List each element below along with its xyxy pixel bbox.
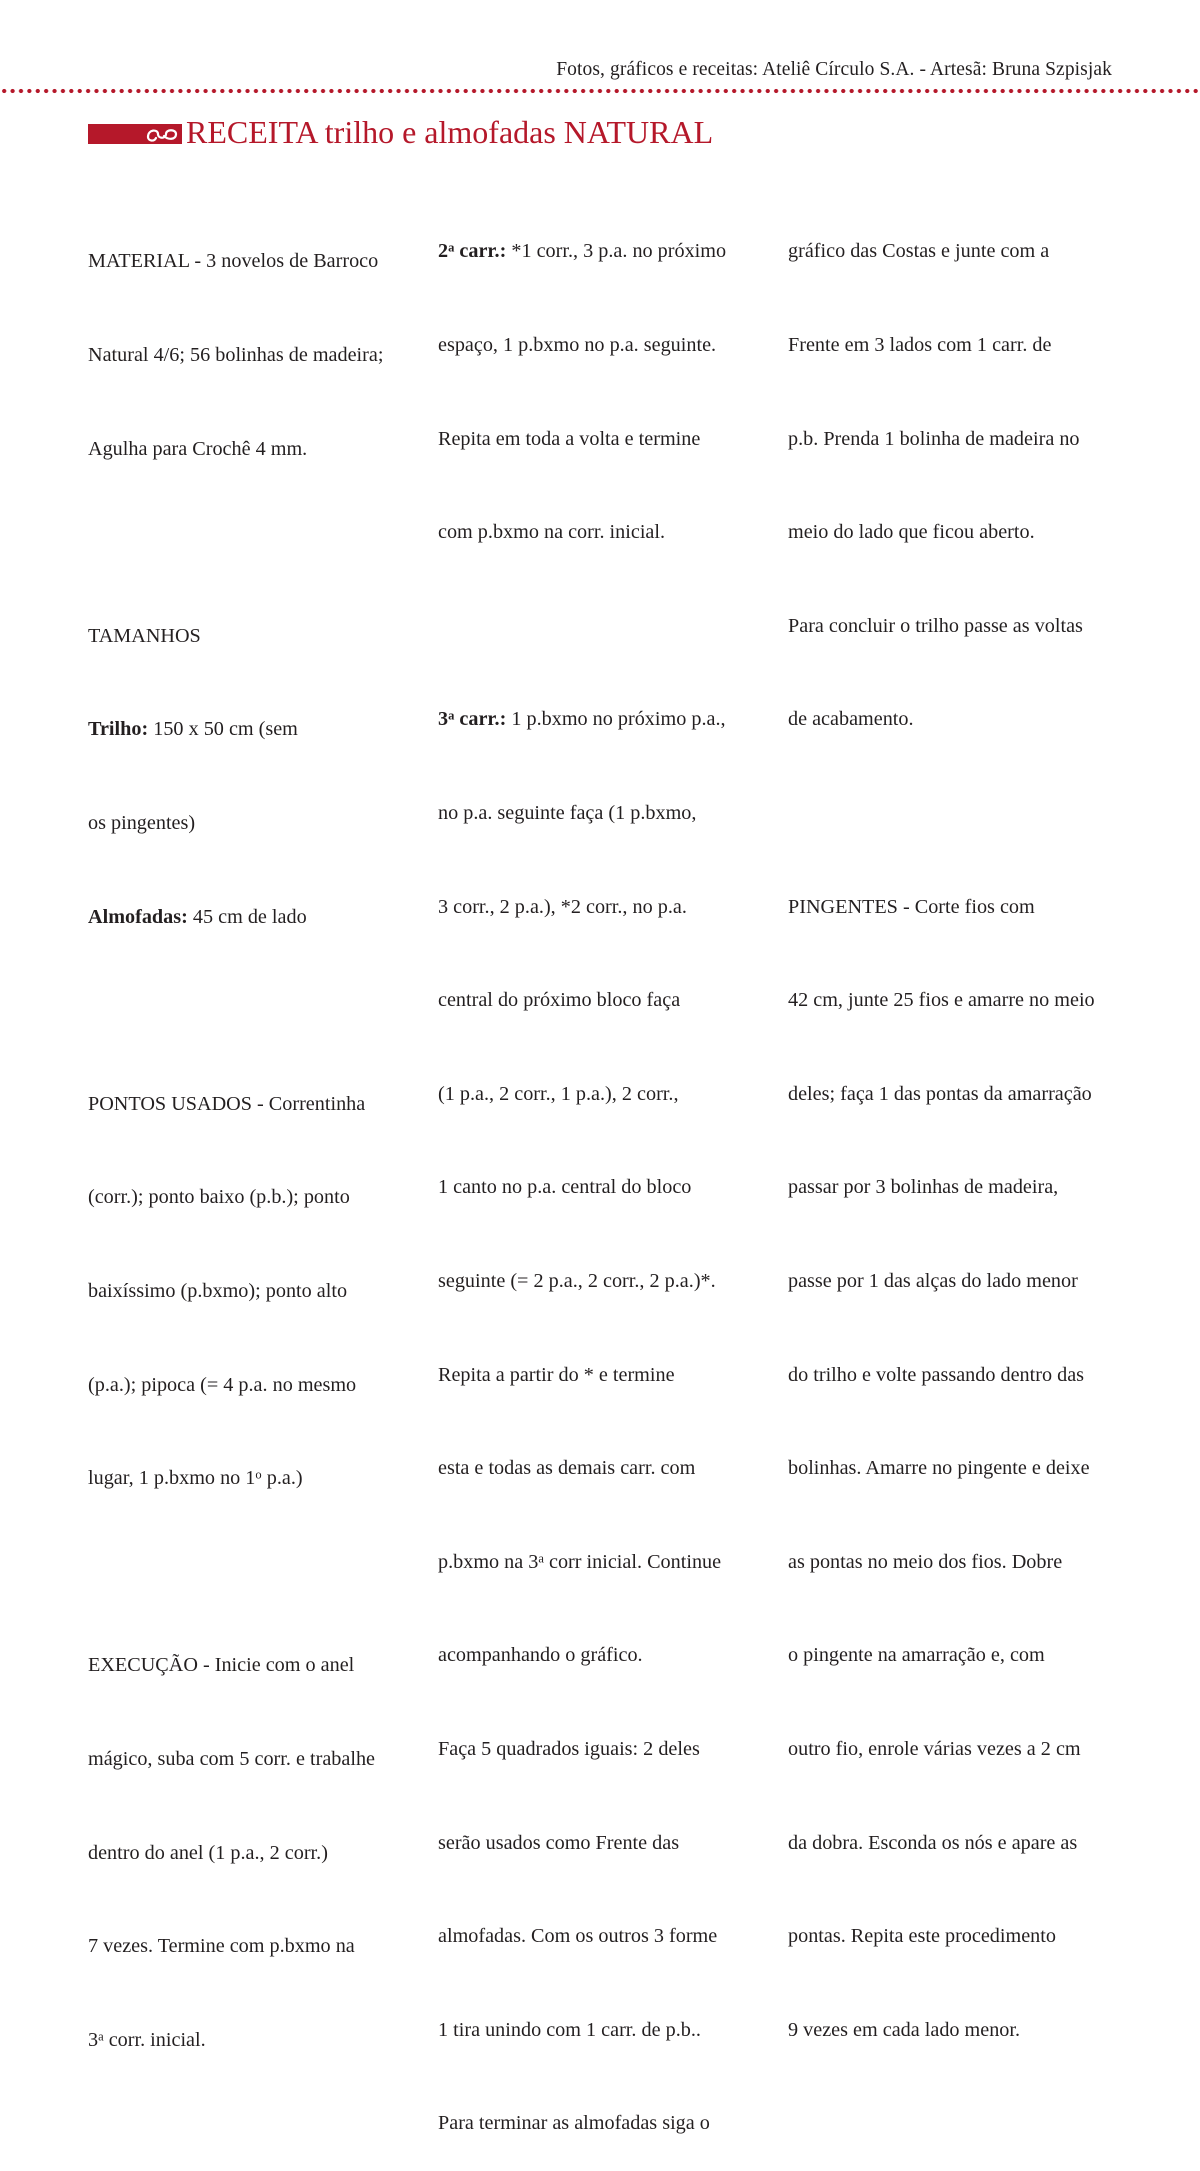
round-3-line: p.bxmo na 3$^a$ corr inicial. Continue: [438, 1550, 722, 1573]
round-3-line: seguinte (= 2 p.a., 2 corr., 2 p.a.)*.: [438, 1269, 716, 1292]
almofadas-label: Almofadas:: [88, 905, 188, 928]
execucao-line: 3$^a$ corr. inicial.: [88, 2028, 206, 2051]
round-3-line: acompanhando o gráfico.: [438, 1644, 643, 1667]
round-3-line: esta e todas as demais carr. com: [438, 1457, 696, 1480]
round-2-line: Repita em toda a volta e termine: [438, 427, 701, 450]
size-almofadas: [88, 902, 383, 933]
round-3-line: 3$^a$ carr.: 1 p.bxmo no próximo p.a.,: [438, 708, 726, 731]
execucao-line: dentro do anel (1 p.a., 2 corr.): [88, 1841, 328, 1864]
column-2: [438, 174, 726, 2171]
pingentes-line: outro fio, enrole várias vezes a 2 cm: [788, 1737, 1081, 1760]
finishing-line: p.b. Prenda 1 bolinha de madeira no: [788, 427, 1080, 450]
pingentes-line: 9 vezes em cada lado menor.: [788, 2018, 1021, 2041]
trilho-label: Trilho:: [88, 718, 149, 741]
pingentes-line: pontas. Repita este procedimento: [788, 1925, 1056, 1948]
execucao-line: mágico, suba com 5 corr. e trabalhe: [88, 1747, 376, 1770]
material-line: Natural 4/6; 56 bolinhas de madeira;: [88, 344, 384, 366]
pingentes-line: as pontas no meio dos fios. Dobre: [788, 1550, 1063, 1573]
material-line: Agulha para Crochê 4 mm.: [88, 437, 308, 460]
pontos-line: baixíssimo (p.bxmo); ponto alto: [88, 1279, 348, 1302]
execucao-line: EXECUÇÃO - Inicie com o anel: [88, 1654, 355, 1677]
material-line: MATERIAL - 3 novelos de Barroco: [88, 250, 379, 273]
round-3-line: no p.a. seguinte faça (1 p.bxmo,: [438, 801, 697, 824]
pingentes-line: PINGENTES - Corte fios com: [788, 895, 1035, 918]
size-trilho: [88, 714, 383, 745]
almofadas-value: 45 cm de lado: [187, 905, 307, 928]
round-2-line: com p.bxmo na corr. inicial.: [438, 521, 666, 544]
pontos-line: (corr.); ponto baixo (p.b.); ponto: [88, 1186, 350, 1209]
pontos-line: (p.a.); pipoca (= 4 p.a. no mesmo: [88, 1373, 357, 1396]
finishing-line: Para concluir o trilho passe as voltas: [788, 614, 1083, 637]
round-3-line: 3 corr., 2 p.a.), *2 corr., no p.a.: [438, 895, 687, 918]
page-credits: Fotos, gráficos e receitas: Ateliê Círculo S.A. - Artesã: Bruna Szpisjak: [556, 59, 1112, 80]
pingentes-line: deles; faça 1 das pontas da amarração: [788, 1082, 1092, 1105]
finishing-line: de acabamento.: [788, 708, 914, 731]
round-3-line: 1 tira unindo com 1 carr. de p.b..: [438, 2018, 701, 2041]
round-3-line: central do próximo bloco faça: [438, 989, 681, 1012]
page-title: RECEITA trilho e almofadas NATURAL: [186, 114, 714, 150]
pingentes-line: passar por 3 bolinhas de madeira,: [788, 1176, 1059, 1199]
round-3-line: 1 canto no p.a. central do bloco: [438, 1176, 692, 1199]
column-1: [88, 184, 383, 2087]
size-trilho-cont: os pingentes): [88, 811, 196, 834]
dotted-divider: [0, 88, 1200, 94]
round-3-line: almofadas. Com os outros 3 forme: [438, 1925, 718, 1948]
pingentes-line: do trilho e volte passando dentro das: [788, 1363, 1085, 1386]
pontos-line: PONTOS USADOS - Correntinha: [88, 1092, 366, 1115]
column-3: [788, 174, 1095, 2077]
finishing-line: meio do lado que ficou aberto.: [788, 521, 1035, 544]
pingentes-line: da dobra. Esconda os nós e apare as: [788, 1831, 1078, 1854]
execucao-line: 7 vezes. Termine com p.bxmo na: [88, 1935, 355, 1958]
ornament-icon: [142, 121, 182, 147]
finishing-line: gráfico das Costas e junte com a: [788, 240, 1050, 263]
round-3-line: Para terminar as almofadas siga o: [438, 2112, 710, 2135]
pingentes-line: o pingente na amarração e, com: [788, 1644, 1045, 1667]
pingentes-line: bolinhas. Amarre no pingente e deixe: [788, 1457, 1090, 1480]
pingentes-line: passe por 1 das alças do lado menor: [788, 1269, 1078, 1292]
trilho-value: 150 x 50 cm (sem: [148, 718, 298, 741]
round-3-line: serão usados como Frente das: [438, 1831, 680, 1854]
round-2-line: 2$^a$ carr.: *1 corr., 3 p.a. no próximo: [438, 240, 727, 263]
pontos-line: lugar, 1 p.bxmo no 1$^o$ p.a.): [88, 1467, 303, 1490]
finishing-line: Frente em 3 lados com 1 carr. de: [788, 334, 1052, 356]
round-3-line: Faça 5 quadrados iguais: 2 deles: [438, 1737, 700, 1760]
round-2-line: espaço, 1 p.bxmo no p.a. seguinte.: [438, 334, 717, 356]
pingentes-line: 42 cm, junte 25 fios e amarre no meio: [788, 989, 1095, 1012]
round-3-line: Repita a partir do * e termine: [438, 1363, 675, 1386]
round-3-line: (1 p.a., 2 corr., 1 p.a.), 2 corr.,: [438, 1082, 679, 1105]
sizes-heading: TAMANHOS: [88, 624, 201, 647]
